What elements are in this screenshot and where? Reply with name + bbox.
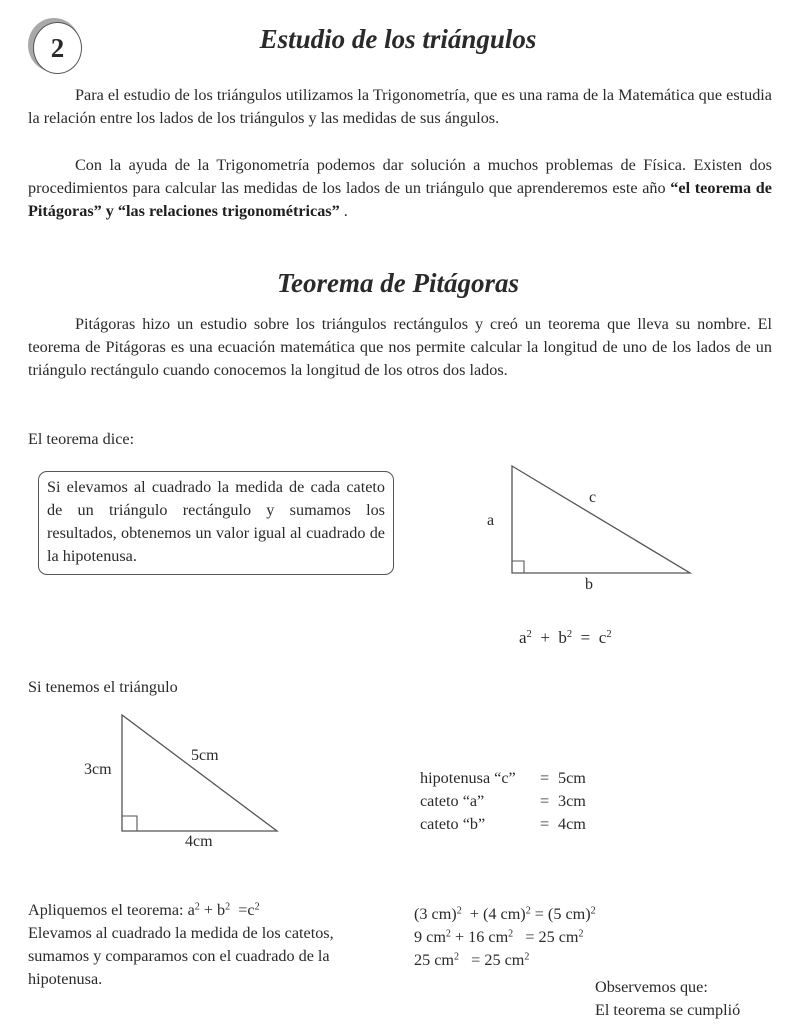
formula-b: b [558,628,567,647]
intro-paragraph-2 [28,154,772,223]
calc-exp: 2 [524,951,530,963]
formula-c: c [598,628,607,647]
term-connector: y [101,202,118,220]
apply-prefix: Apliquemos el teorema: [28,901,188,919]
calc-line-2 [414,926,596,949]
calc-term: = 25 cm [521,928,579,946]
value-label: hipotenusa “c” [420,769,516,787]
label-side-c: c [589,489,597,506]
calc-term: 25 cm [414,951,455,969]
right-triangle-diagram [440,450,740,590]
formula-b: b [217,901,226,919]
calc-line-3 [414,949,596,972]
value-row-cateto-b [420,813,586,836]
formula-exp-b: 2 [566,629,573,641]
pythagoras-paragraph-text: Pitágoras hizo un estudio sobre los triángulos rectángulos y creó un teorema que lleva su nombre. El teorema de Pitágoras es una ecuación matemática que nos permite calcular la longitud de uno de los lados de un triángulo rectángulo cuando conocemos la longitud de los otros dos lados. [28,315,772,379]
pythagoras-formula [519,626,612,649]
value-label: cateto “a” [420,792,485,810]
calc-term: 9 cm [414,928,446,946]
formula-equals: = [238,901,248,919]
apply-line-3: hipotenusa. [28,970,103,988]
formula-plus: + [203,901,213,919]
conclusion-text: El teorema se cumplió [595,1001,741,1019]
formula-a: a [519,628,527,647]
label-side-b: b [585,576,593,593]
value-number: 3cm [558,792,586,810]
formula-exp: 2 [194,901,200,913]
calc-term: (3 cm) [414,905,457,923]
formula-exp: 2 [254,901,260,913]
term-trig-relations: “las relaciones trigonométricas” [117,202,340,220]
theorem-intro: El teorema dice: [28,430,135,448]
calc-exp: 2 [578,928,584,940]
calc-exp: 2 [456,905,462,917]
label-side-a: a [487,512,495,529]
intro-paragraph-1-text: Para el estudio de los triángulos utilizamos la Trigonometría, que es una rama de la Matemática que estudia la relación entre los lados de los triángulos y las medidas de sus ángulos. [28,86,772,127]
section-title-pythagoras: Teorema de Pitágoras [277,268,519,298]
value-row-cateto-a [420,790,586,813]
formula-plus: + [540,628,550,647]
intro-paragraph-1 [28,84,772,130]
calc-term: + 16 cm [450,928,509,946]
example-triangle-diagram [100,700,300,840]
value-number: 4cm [558,815,586,833]
page-title: Estudio de los triángulos [259,24,537,54]
value-eq: = [540,769,550,787]
label-5cm: 5cm [191,747,219,764]
values-list [420,767,586,836]
calc-exp: 2 [508,928,514,940]
formula-exp-a: 2 [526,629,532,641]
calc-exp: 2 [445,928,451,940]
formula-c: c [247,901,255,919]
calc-exp: 2 [590,905,596,917]
intro-paragraph-2-text: Con la ayuda de la Trigonometría podemos dar solución a muchos problemas de Física. Existen dos procedimientos para calcular las medidas de los lados de un triángulo que aprenderemos este año [28,156,772,197]
chapter-number: 2 [33,22,82,74]
label-3cm: 3cm [84,761,112,778]
apply-line-2: sumamos y comparamos con el cuadrado de la [28,947,330,965]
value-eq: = [540,792,550,810]
apply-line-1: Elevamos al cuadrado la medida de los catetos, [28,924,334,942]
inline-formula [188,901,260,919]
theorem-statement-box: Si elevamos al cuadrado la medida de cada cateto de un triángulo rectángulo y sumamos los resultados, obtenemos un valor igual al cuadrado de la hipotenusa. [38,471,394,575]
value-row-hypotenuse [420,767,586,790]
value-eq: = [540,815,550,833]
apply-theorem-text [28,899,398,991]
value-label: cateto “b” [420,815,486,833]
value-number: 5cm [558,769,586,787]
formula-exp: 2 [225,901,231,913]
example-intro: Si tenemos el triángulo [28,678,178,696]
calc-exp: 2 [454,951,460,963]
calc-term: = (5 cm) [530,905,591,923]
formula-exp-c: 2 [606,629,612,641]
term-pitagoras: “el teorema de Pitágoras” [28,179,772,220]
formula-a: a [187,901,195,919]
calc-exp: 2 [525,905,531,917]
label-4cm: 4cm [185,833,213,850]
observe-label: Observemos que: [595,978,708,996]
intro-paragraph-2-end: . [339,202,348,220]
apply-theorem-line [28,899,398,922]
pythagoras-paragraph [28,313,772,382]
calc-term: + (4 cm) [465,905,526,923]
formula-equals: = [580,628,591,647]
calc-line-1 [414,903,596,926]
calculation-block [414,903,596,972]
calc-term: = 25 cm [467,951,525,969]
